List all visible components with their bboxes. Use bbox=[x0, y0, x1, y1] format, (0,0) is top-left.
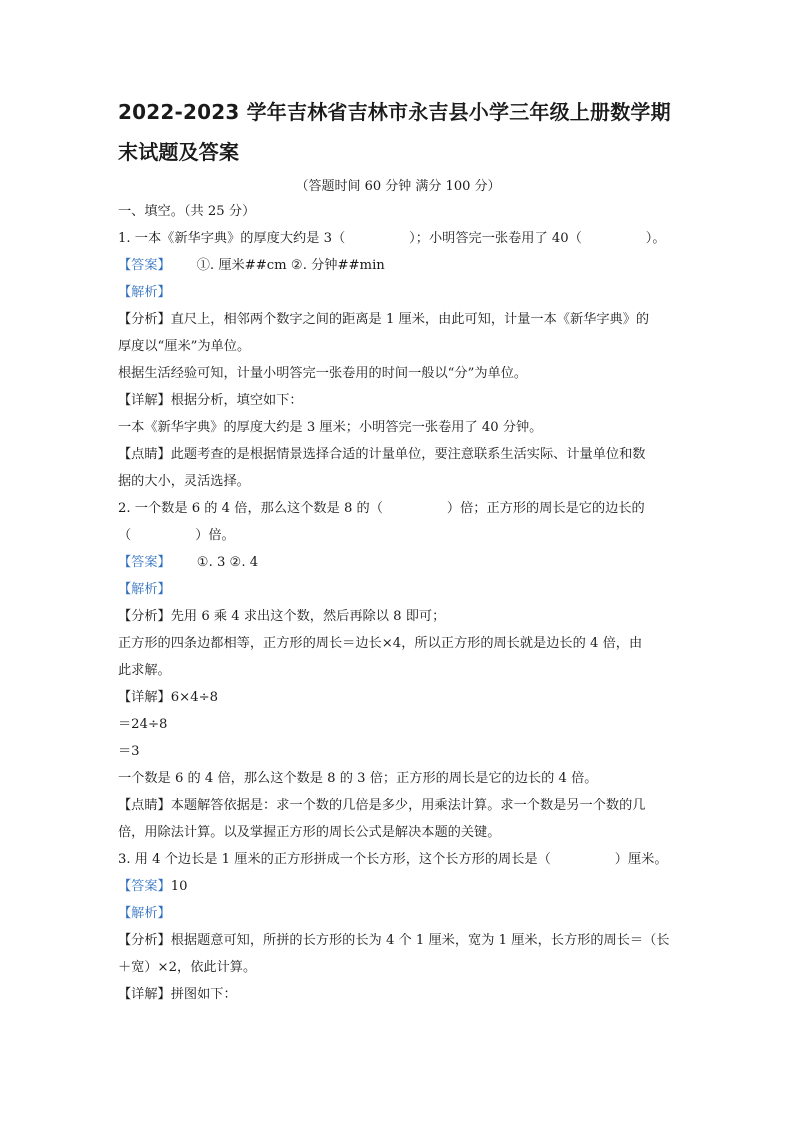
document-title bbox=[118, 92, 678, 172]
question-2-fenxi-cont: 正方形的四条边都相等，正方形的周长＝边长×4，所以正方形的周长就是边长的 4 倍，由 bbox=[118, 636, 643, 651]
question-2-fenxi-cont: 此求解。 bbox=[118, 663, 171, 678]
question-3-answer: 【答案】10 bbox=[118, 879, 188, 894]
question-1-detail-cont: 一本《新华字典》的厚度大约是 3 厘米；小明答完一张卷用了 40 分钟。 bbox=[118, 420, 543, 435]
question-1-detail: 【详解】根据分析，填空如下： bbox=[118, 393, 303, 408]
question-3-fenxi: 【分析】根据题意可知，所拼的长方形的长为 4 个 1 厘米，宽为 1 厘米，长方形的周长＝（长 bbox=[118, 933, 670, 948]
answer-tag: 【答案】 bbox=[118, 555, 171, 570]
fenxi-tag: 【分析】 bbox=[118, 933, 171, 948]
detail-tag: 【详解】 bbox=[118, 690, 171, 705]
analysis-tag: 【解析】 bbox=[118, 285, 171, 300]
question-1-review-cont: 据的大小，灵活选择。 bbox=[118, 474, 250, 489]
analysis-tag: 【解析】 bbox=[118, 906, 171, 921]
question-1-answer: 【答案】 ①. 厘米##cm ②. 分钟##min bbox=[118, 258, 385, 273]
question-1-fenxi: 【分析】直尺上，相邻两个数字之间的距离是 1 厘米，由此可知，计量一本《新华字典》的 bbox=[118, 312, 650, 327]
question-1-stem: 1. 一本《新华字典》的厚度大约是 3（ ）；小明答完一张卷用了 40（ ）。 bbox=[118, 231, 666, 246]
question-2-stem: 2. 一个数是 6 的 4 倍，那么这个数是 8 的（ ）倍；正方形的周长是它的边长的 bbox=[118, 501, 645, 516]
analysis-tag: 【解析】 bbox=[118, 582, 171, 597]
question-2-detail: 【详解】6×4÷8 bbox=[118, 690, 219, 705]
question-1-fenxi-cont: 厚度以“厘米”为单位。 bbox=[118, 339, 251, 354]
question-2-detail-cont: 一个数是 6 的 4 倍，那么这个数是 8 的 3 倍；正方形的周长是它的边长的 4 倍。 bbox=[118, 771, 598, 786]
question-3-fenxi-cont: ＋宽）×2，依此计算。 bbox=[118, 960, 257, 975]
fenxi-tag: 【分析】 bbox=[118, 312, 171, 327]
question-2-detail-cont: ＝3 bbox=[118, 744, 140, 759]
detail-tag: 【详解】 bbox=[118, 393, 171, 408]
question-2-review: 【点睛】本题解答依据是：求一个数的几倍是多少，用乘法计算。求一个数是另一个数的几 bbox=[118, 798, 646, 813]
section-heading: 一、填空。（共 25 分） bbox=[118, 204, 256, 219]
question-2-stem-cont: （ ）倍。 bbox=[118, 528, 235, 543]
question-2-analysis bbox=[118, 576, 678, 603]
question-3-stem: 3. 用 4 个边长是 1 厘米的正方形拼成一个长方形，这个长方形的周长是（ ）厘米。 bbox=[118, 852, 668, 867]
question-2-answer: 【答案】 ①. 3 ②. 4 bbox=[118, 555, 259, 570]
question-2-review-cont: 倍，用除法计算。以及掌握正方形的周长公式是解决本题的关键。 bbox=[118, 825, 501, 840]
fenxi-tag: 【分析】 bbox=[118, 609, 171, 624]
title-line-1: 2022-2023 学年吉林省吉林市永吉县小学三年级上册数学期 bbox=[118, 100, 671, 124]
question-1-fenxi-cont: 根据生活经验可知，计量小明答完一张卷用的时间一般以“分”为单位。 bbox=[118, 366, 528, 381]
review-tag: 【点睛】 bbox=[118, 447, 171, 462]
question-3-analysis bbox=[118, 900, 678, 927]
document-page bbox=[118, 92, 678, 1008]
detail-tag: 【详解】 bbox=[118, 987, 171, 1002]
question-1-review: 【点睛】此题考查的是根据情景选择合适的计量单位，要注意联系生活实际、计量单位和数 bbox=[118, 447, 646, 462]
title-line-2: 末试题及答案 bbox=[118, 140, 240, 164]
exam-info: （答题时间 60 分钟 满分 100 分） bbox=[295, 179, 501, 194]
question-1-analysis bbox=[118, 279, 678, 306]
question-2-fenxi: 【分析】先用 6 乘 4 求出这个数，然后再除以 8 即可； bbox=[118, 609, 446, 624]
question-3-detail: 【详解】拼图如下： bbox=[118, 987, 237, 1002]
question-2-detail-cont: ＝24÷8 bbox=[118, 717, 168, 732]
answer-tag: 【答案】 bbox=[118, 879, 171, 894]
answer-tag: 【答案】 bbox=[118, 258, 171, 273]
review-tag: 【点睛】 bbox=[118, 798, 171, 813]
